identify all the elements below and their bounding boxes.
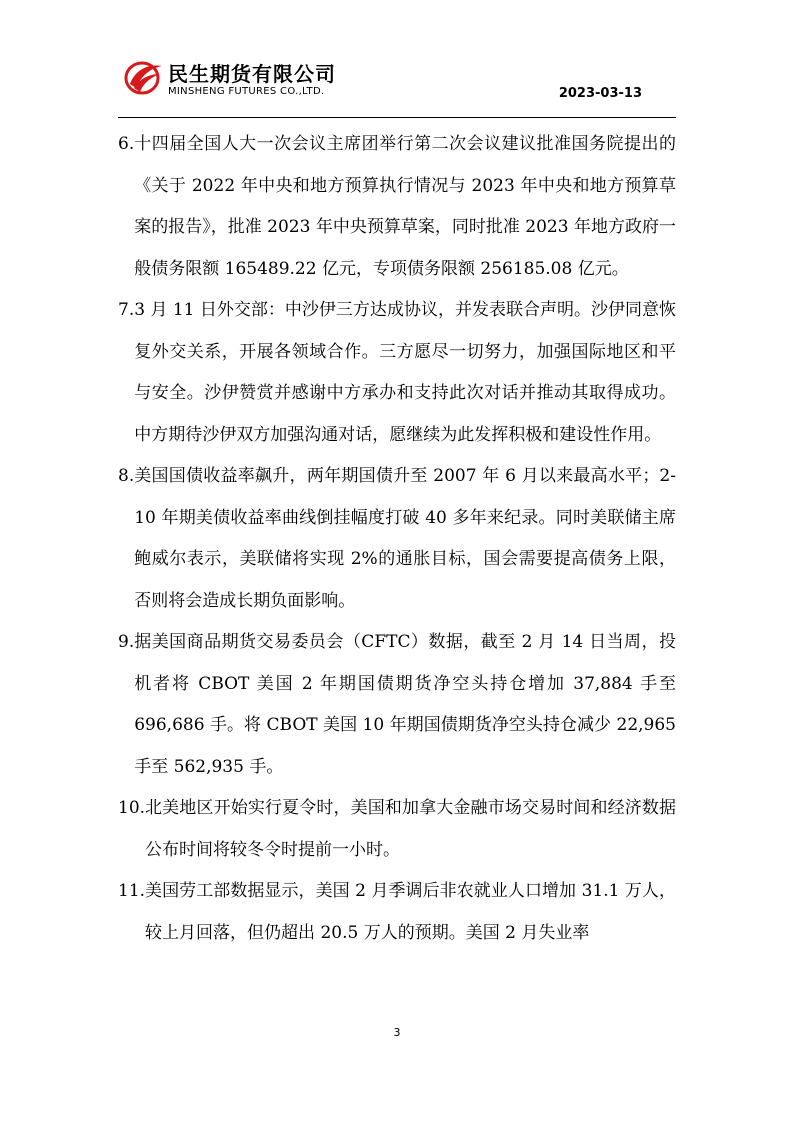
news-item-8	[118, 456, 676, 622]
news-item-11	[118, 871, 676, 954]
news-item-7	[118, 290, 676, 456]
news-item-9	[118, 622, 676, 788]
news-item-10	[118, 788, 676, 871]
company-name-en: MINSHENG FUTURES CO.,LTD.	[168, 86, 325, 97]
page-header	[118, 52, 676, 118]
item-text: 3 月 11 日外交部：中沙伊三方达成协议，并发表联合声明。沙伊同意恢复外交关系，开展各领域合作。三方愿尽一切努力，加强国际地区和平与安全。沙伊赞赏并感谢中方承办和支持此次对话并推动其取得成功。中方期待沙伊双方加强沟通对话，愿继续为此发挥积极和建设性作用。	[134, 300, 676, 445]
item-number: 10.	[118, 798, 146, 818]
item-text: 十四届全国人大一次会议主席团举行第二次会议建议批准国务院提出的《关于 2022 年中央和地方预算执行情况与 2023 年中央和地方预算草案的报告》，批准 2023 年中央预算草案，同时批准 2023 年地方政府一般债务限额 165489.22 亿元，专项债务限额 256185.08 亿元。	[134, 134, 676, 279]
item-text: 北美地区开始实行夏令时，美国和加拿大金融市场交易时间和经济数据公布时间将较冬令时提前一小时。	[145, 798, 676, 860]
item-number: 7.	[118, 300, 135, 320]
item-number: 9.	[118, 632, 135, 652]
company-name-cn: 民生期货有限公司	[168, 62, 336, 86]
news-item-6	[118, 124, 676, 290]
item-number: 11.	[118, 881, 146, 901]
report-date: 2023-03-13	[558, 86, 642, 101]
news-list	[118, 124, 676, 954]
page-number: 3	[393, 1026, 401, 1039]
minsheng-logo-icon	[124, 58, 164, 96]
header-rule	[118, 117, 676, 118]
item-number: 6.	[118, 134, 135, 154]
item-text: 据美国商品期货交易委员会（CFTC）数据，截至 2 月 14 日当周，投机者将 CBOT 美国 2 年期国债期货净空头持仓增加 37,884 手至 696,686 手。将 CBOT 美国 10 年期国债期货净空头持仓减少 22,965 手至 562,935 手。	[134, 632, 676, 777]
item-text: 美国劳工部数据显示，美国 2 月季调后非农就业人口增加 31.1 万人，较上月回落，但仍超出 20.5 万人的预期。美国 2 月失业率	[145, 881, 676, 943]
item-text: 美国国债收益率飙升，两年期国债升至 2007 年 6 月以来最高水平；2-10 年期美债收益率曲线倒挂幅度打破 40 多年来纪录。同时美联储主席鲍威尔表示，美联储将实现 2%的通胀目标，国会需要提高债务上限，否则将会造成长期负面影响。	[134, 466, 676, 611]
company-logo	[124, 56, 384, 100]
item-number: 8.	[118, 466, 135, 486]
